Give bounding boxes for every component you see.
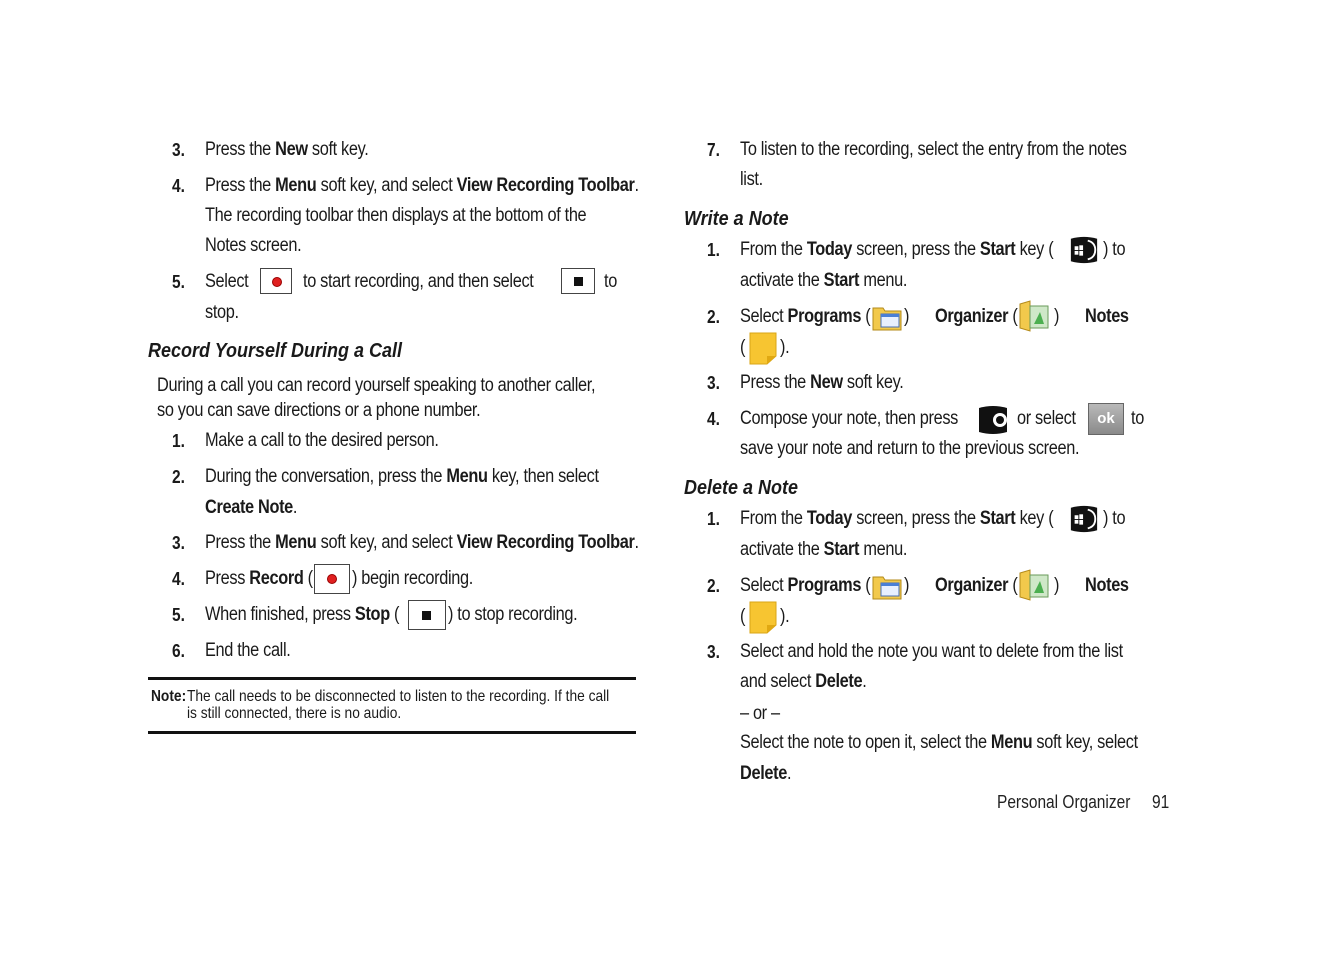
call-step-3-text: Press the Menu soft key, and select View Recording Toolbar.	[205, 532, 639, 553]
call-step-5-post: ) to stop recording.	[448, 604, 578, 625]
step-number: 1.	[707, 509, 720, 529]
delete-step-3-or: – or –	[740, 703, 780, 724]
step-number: 4.	[172, 176, 185, 196]
note-line-1: The call needs to be disconnected to listen to the recording. If the call	[187, 688, 610, 705]
delete-step-2-organizer: Organizer (	[935, 575, 1018, 596]
call-step-6-text: End the call.	[205, 640, 291, 661]
write-step-3-text: Press the New soft key.	[740, 372, 904, 393]
note-top-rule	[148, 677, 636, 680]
step-number: 5.	[172, 272, 185, 292]
step-number: 1.	[707, 240, 720, 260]
call-step-4-post: ) begin recording.	[352, 568, 473, 589]
step-4-text: Press the Menu soft key, and select View Recording Toolbar.	[205, 175, 639, 196]
write-step-2-organizer: Organizer (	[935, 306, 1018, 327]
step-number: 3.	[172, 533, 185, 553]
stop-square-icon	[422, 611, 431, 620]
notes-sticky-icon	[747, 599, 779, 635]
step-number: 2.	[707, 307, 720, 327]
write-step-4-pre: Compose your note, then press	[740, 408, 959, 429]
programs-folder-icon	[871, 571, 903, 601]
step-number: 4.	[172, 569, 185, 589]
note-bottom-rule	[148, 731, 636, 734]
write-step-4-post: to	[1131, 408, 1144, 429]
step-number: 1.	[172, 431, 185, 451]
step-5-line2: stop.	[205, 302, 239, 323]
organizer-folder-icon	[1016, 567, 1052, 603]
ok-key-icon: ok	[1088, 403, 1124, 435]
delete-step-2-line2-close: ).	[780, 606, 790, 627]
delete-step-3-line4: Delete.	[740, 763, 792, 784]
organizer-folder-icon	[1016, 298, 1052, 334]
write-step-4-line2: save your note and return to the previous screen.	[740, 438, 1080, 459]
step-number: 2.	[707, 576, 720, 596]
delete-step-2-close2: )	[1054, 575, 1060, 596]
record-button-icon	[260, 268, 292, 294]
delete-step-3-line3: Select the note to open it, select the Menu soft key, select	[740, 732, 1138, 753]
delete-step-3-line1: Select and hold the note you want to delete from the list	[740, 641, 1123, 662]
step-number: 2.	[172, 467, 185, 487]
write-step-2-pre: Select Programs (	[740, 306, 871, 327]
notes-sticky-icon	[747, 330, 779, 366]
call-step-2-text: During the conversation, press the Menu key, then select	[205, 466, 599, 487]
footer-page-number: 91	[1152, 792, 1170, 812]
delete-step-2-pre: Select Programs (	[740, 575, 871, 596]
write-step-1-post: ) to	[1103, 239, 1126, 260]
step-number: 6.	[172, 641, 185, 661]
delete-step-1-pre: From the Today screen, press the Start key (	[740, 508, 1054, 529]
record-dot-icon	[272, 277, 282, 287]
step-4-line3: Notes screen.	[205, 235, 302, 256]
intro-line-1: During a call you can record yourself speaking to another caller,	[157, 375, 596, 396]
call-step-5-pre: When finished, press Stop (	[205, 604, 400, 625]
stop-button-icon	[408, 600, 446, 630]
step-number: 7.	[707, 140, 720, 160]
write-step-1-pre: From the Today screen, press the Start key (	[740, 239, 1054, 260]
step-5-mid: to start recording, and then select	[303, 271, 534, 292]
step-number: 4.	[707, 409, 720, 429]
note-label: Note:	[151, 688, 187, 705]
delete-step-2-close: )	[904, 575, 910, 596]
delete-step-2-line2-open: (	[740, 606, 746, 627]
footer-section-name: Personal Organizer	[997, 792, 1131, 812]
call-step-1-text: Make a call to the desired person.	[205, 430, 439, 451]
delete-step-1-post: ) to	[1103, 508, 1126, 529]
record-button-icon	[314, 564, 350, 594]
step-3-text: Press the New soft key.	[205, 139, 369, 160]
intro-line-2: so you can save directions or a phone number.	[157, 400, 481, 421]
section-title-record-yourself: Record Yourself During a Call	[148, 340, 403, 362]
write-step-2-close: )	[904, 306, 910, 327]
step-7-line2: list.	[740, 169, 763, 190]
section-title-delete-note: Delete a Note	[684, 477, 799, 499]
call-step-2-line2: Create Note.	[205, 497, 298, 518]
record-dot-icon	[327, 574, 337, 584]
step-number: 3.	[707, 373, 720, 393]
note-line-2: is still connected, there is no audio.	[187, 705, 402, 722]
step-number: 5.	[172, 605, 185, 625]
write-step-2-line2-close: ).	[780, 337, 790, 358]
windows-start-key-icon	[1066, 235, 1102, 265]
write-step-4-mid: or select	[1017, 408, 1076, 429]
delete-step-1-line2: activate the Start menu.	[740, 539, 908, 560]
center-key-icon	[975, 404, 1011, 436]
step-4-line2: The recording toolbar then displays at the bottom of the	[205, 205, 587, 226]
windows-start-key-icon	[1066, 504, 1102, 534]
programs-folder-icon	[871, 302, 903, 332]
write-step-2-close2: )	[1054, 306, 1060, 327]
write-step-2-notes: Notes	[1085, 306, 1129, 327]
step-5-pre: Select	[205, 271, 249, 292]
step-5-post: to	[604, 271, 617, 292]
delete-step-3-line2: and select Delete.	[740, 671, 867, 692]
step-7-line1: To listen to the recording, select the entry from the notes	[740, 139, 1127, 160]
section-title-write-note: Write a Note	[684, 208, 789, 230]
stop-square-icon	[574, 277, 583, 286]
write-step-2-line2-open: (	[740, 337, 746, 358]
call-step-4-pre: Press Record (	[205, 568, 313, 589]
delete-step-2-notes: Notes	[1085, 575, 1129, 596]
step-number: 3.	[707, 642, 720, 662]
write-step-1-line2: activate the Start menu.	[740, 270, 908, 291]
step-number: 3.	[172, 140, 185, 160]
stop-button-icon	[561, 268, 595, 294]
